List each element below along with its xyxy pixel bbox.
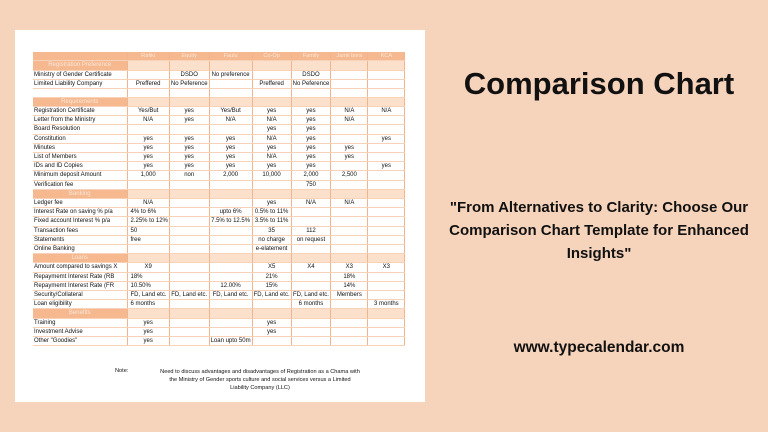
column-header: Co-Op	[252, 52, 291, 61]
table-cell: N/A	[331, 106, 368, 115]
table-cell: yes	[252, 162, 291, 171]
table-cell: yes	[169, 152, 209, 161]
table-cell: X3	[331, 263, 368, 272]
table-cell: 3 months	[368, 300, 405, 309]
table-cell	[331, 180, 368, 189]
table-cell: N/A	[252, 152, 291, 161]
table-row	[33, 244, 405, 253]
table-cell	[169, 226, 209, 235]
table-cell: 2,000	[209, 171, 252, 180]
table-row	[33, 79, 405, 88]
row-label: Registration Certificate	[33, 106, 127, 115]
table-cell: Members	[331, 290, 368, 299]
table-cell	[368, 143, 405, 152]
table-cell: 7.5% to 12.5%	[211, 218, 251, 225]
table-cell: 112	[291, 226, 331, 235]
table-cell	[291, 88, 331, 97]
table-cell: yes	[209, 162, 252, 171]
table-cell	[331, 70, 368, 79]
website-url: www.typecalendar.com	[513, 339, 685, 356]
table-cell: yes	[252, 143, 291, 152]
table-cell: yes	[127, 336, 169, 345]
table-cell: 2.25% to 12%	[127, 217, 169, 226]
table-cell	[291, 309, 331, 318]
row-label: Minutes	[33, 143, 127, 152]
row-label: Ledger fee	[33, 198, 127, 207]
table-cell: Preffered	[127, 79, 169, 88]
table-cell: N/A	[252, 116, 291, 125]
section-header-row	[33, 254, 405, 263]
table-cell	[368, 208, 405, 217]
table-cell: yes	[127, 134, 169, 143]
table-cell	[368, 281, 405, 290]
table-cell: e-elatement	[252, 244, 291, 253]
table-cell	[209, 235, 252, 244]
table-cell: free	[127, 235, 169, 244]
row-label: Ministry of Gender Certificate	[33, 70, 127, 79]
table-cell	[291, 61, 331, 70]
table-cell: yes	[169, 134, 209, 143]
row-label: Banking	[33, 189, 127, 198]
table-cell	[368, 79, 405, 88]
table-cell	[368, 254, 405, 263]
comparison-table	[33, 52, 405, 346]
table-cell	[169, 327, 209, 336]
table-cell	[252, 254, 291, 263]
table-cell	[331, 125, 368, 134]
table-cell: No Peference	[170, 80, 208, 87]
table-cell	[169, 244, 209, 253]
table-row	[33, 125, 405, 134]
table-cell: N/A	[291, 198, 331, 207]
note-text: Need to discuss advantages and disadvantages of Registration as a Chama with the Ministry of Gender sports culture and social services versus a Limited Liability Company (LLC)	[160, 369, 360, 391]
table-cell	[169, 336, 209, 345]
table-cell	[127, 97, 169, 106]
table-cell	[291, 281, 331, 290]
table-cell	[331, 300, 368, 309]
table-cell	[209, 180, 252, 189]
table-cell: 2,500	[331, 171, 368, 180]
table-cell	[209, 79, 252, 88]
table-cell	[169, 189, 209, 198]
table-cell: 21%	[252, 272, 291, 281]
table-cell: yes	[127, 318, 169, 327]
table-cell	[252, 180, 291, 189]
table-cell: yes	[209, 134, 252, 143]
table-cell	[368, 309, 405, 318]
table-row	[33, 263, 405, 272]
table-row	[33, 134, 405, 143]
section-header-row	[33, 97, 405, 106]
table-cell	[169, 217, 209, 226]
table-cell	[368, 244, 405, 253]
table-cell: Yes/But	[127, 106, 169, 115]
table-cell	[209, 309, 252, 318]
table-cell: 4% to 6%	[127, 208, 169, 217]
table-cell: X9	[127, 263, 169, 272]
table-cell	[209, 97, 252, 106]
table-cell: N/A	[209, 116, 252, 125]
table-row	[33, 143, 405, 152]
table-cell	[331, 336, 368, 345]
row-label: Online Banking	[33, 244, 127, 253]
table-cell	[169, 97, 209, 106]
table-cell: 18%	[127, 272, 169, 281]
table-row	[33, 208, 405, 217]
table-cell: X3	[368, 263, 405, 272]
table-cell: yes	[169, 106, 209, 115]
table-cell: yes	[252, 198, 291, 207]
row-label: Constitution	[33, 134, 127, 143]
table-cell: yes	[252, 327, 291, 336]
table-cell	[368, 125, 405, 134]
table-cell	[169, 309, 209, 318]
table-cell	[368, 152, 405, 161]
table-cell: No preference	[209, 70, 252, 79]
table-cell	[209, 125, 252, 134]
table-cell	[368, 235, 405, 244]
row-label: Loan eligibility	[33, 300, 127, 309]
table-cell: FD, Land etc.	[209, 290, 252, 299]
table-cell	[331, 88, 368, 97]
table-row	[33, 180, 405, 189]
table-row	[33, 70, 405, 79]
table-cell	[209, 88, 252, 97]
table-cell	[368, 116, 405, 125]
table-cell	[331, 208, 368, 217]
table-cell	[127, 309, 169, 318]
table-cell	[209, 189, 252, 198]
table-cell	[127, 244, 169, 253]
table-cell: 35	[252, 226, 291, 235]
table-cell: N/A	[127, 198, 169, 207]
table-cell: N/A	[127, 116, 169, 125]
table-cell: yes	[331, 143, 368, 152]
table-cell: 50	[127, 226, 169, 235]
table-cell: 10.50%	[127, 281, 169, 290]
table-row	[33, 290, 405, 299]
table-cell	[368, 290, 405, 299]
table-cell: yes	[291, 125, 331, 134]
table-row	[33, 272, 405, 281]
table-row	[33, 171, 405, 180]
table-cell	[209, 327, 252, 336]
table-cell	[291, 189, 331, 198]
table-cell: FD, Land etc.	[292, 291, 329, 298]
table-cell: 6 months	[127, 300, 169, 309]
table-cell	[252, 300, 291, 309]
row-label: IDs and ID Copies	[33, 162, 127, 171]
table-cell	[291, 318, 331, 327]
row-label: Repaymemt Interest Rate (FR	[33, 281, 127, 290]
table-cell: yes	[127, 152, 169, 161]
row-label: Limited Liability Company	[33, 79, 127, 88]
table-cell	[291, 272, 331, 281]
row-label: Registration Preference	[33, 61, 127, 70]
table-cell	[127, 180, 169, 189]
table-cell	[169, 125, 209, 134]
table-cell	[169, 208, 209, 217]
table-cell: 15%	[252, 281, 291, 290]
column-header: Family	[291, 52, 331, 61]
table-cell: yes	[127, 143, 169, 152]
table-cell: DSDO	[169, 70, 209, 79]
table-cell	[127, 61, 169, 70]
table-cell	[209, 263, 252, 272]
table-cell: non	[169, 171, 209, 180]
table-cell: Yes/But	[209, 106, 252, 115]
table-cell	[291, 217, 331, 226]
table-cell: 1,000	[127, 171, 169, 180]
table-cell: yes	[169, 116, 209, 125]
table-cell	[169, 300, 209, 309]
table-cell	[252, 309, 291, 318]
table-cell	[169, 88, 209, 97]
row-label: Board Resolution	[33, 125, 127, 134]
table-cell	[331, 189, 368, 198]
table-row	[33, 88, 405, 97]
table-cell	[252, 336, 291, 345]
table-row	[33, 336, 405, 345]
table-cell	[331, 327, 368, 336]
table-cell	[368, 88, 405, 97]
column-header: KCA	[368, 52, 405, 61]
table-cell	[252, 70, 291, 79]
row-label: Minimum deposit Amount	[33, 171, 127, 180]
table-cell	[169, 198, 209, 207]
table-row	[33, 116, 405, 125]
table-cell	[252, 189, 291, 198]
row-label: Fixed account Interest % p/a	[33, 217, 127, 226]
column-header: Jamii bora	[331, 52, 368, 61]
table-cell	[368, 171, 405, 180]
table-cell: yes	[252, 106, 291, 115]
table-row	[33, 281, 405, 290]
table-cell: yes	[291, 106, 331, 115]
table-cell	[291, 254, 331, 263]
table-cell	[169, 180, 209, 189]
table-cell	[169, 61, 209, 70]
table-cell	[331, 235, 368, 244]
table-cell: upto 6%	[209, 208, 252, 217]
table-cell	[331, 79, 368, 88]
row-label: Security/Collateral	[33, 290, 127, 299]
row-label: Training	[33, 318, 127, 327]
table-cell: yes	[291, 162, 331, 171]
note-label: Note:	[115, 368, 129, 374]
table-cell: yes	[209, 143, 252, 152]
table-cell	[368, 226, 405, 235]
table-row	[33, 226, 405, 235]
row-label	[33, 88, 127, 97]
table-cell	[169, 263, 209, 272]
row-label: Investment Advise	[33, 327, 127, 336]
table-cell: on request	[291, 235, 331, 244]
table-cell: 10,000	[252, 171, 291, 180]
table-cell: yes	[252, 125, 291, 134]
table-cell	[127, 125, 169, 134]
table-cell	[209, 244, 252, 253]
table-cell	[368, 327, 405, 336]
table-row	[33, 106, 405, 115]
section-header-row	[33, 189, 405, 198]
table-cell	[331, 309, 368, 318]
table-row	[33, 235, 405, 244]
table-cell	[368, 189, 405, 198]
table-cell	[127, 254, 169, 263]
table-cell	[368, 61, 405, 70]
table-cell	[209, 61, 252, 70]
page-title: Comparison Chart	[463, 66, 735, 101]
row-label: Benefits	[33, 309, 127, 318]
table-cell: FD, Land etc.	[171, 291, 208, 298]
row-label: Transaction fees	[33, 226, 127, 235]
table-cell: Loan upto 50m	[210, 337, 251, 344]
table-row	[33, 327, 405, 336]
section-header-row	[33, 61, 405, 70]
table-cell	[169, 235, 209, 244]
table-cell	[169, 281, 209, 290]
table-cell: yes	[291, 152, 331, 161]
row-label: Loans	[33, 254, 127, 263]
table-cell	[331, 134, 368, 143]
table-cell	[331, 244, 368, 253]
table-cell	[331, 318, 368, 327]
table-cell	[368, 97, 405, 106]
table-cell	[368, 198, 405, 207]
table-cell	[209, 226, 252, 235]
table-cell	[209, 318, 252, 327]
table-row	[33, 318, 405, 327]
table-cell	[368, 217, 405, 226]
table-cell: DSDO	[291, 70, 331, 79]
table-cell: FD, Land etc.	[127, 290, 169, 299]
table-cell	[252, 97, 291, 106]
table-cell: yes	[368, 134, 405, 143]
row-label: Requirements	[33, 97, 127, 106]
table-row	[33, 162, 405, 171]
tagline: "From Alternatives to Clarity: Choose Our Comparison Chart Template for Enhanced Insights"	[449, 199, 749, 262]
column-header: Equity	[169, 52, 209, 61]
table-cell	[291, 97, 331, 106]
table-cell: N/A	[331, 116, 368, 125]
table-cell	[252, 88, 291, 97]
table-row	[33, 217, 405, 226]
table-cell: 2,000	[291, 171, 331, 180]
table-cell: yes	[331, 152, 368, 161]
row-label: Repaymemt Interest Rate (RB	[33, 272, 127, 281]
table-cell	[252, 61, 291, 70]
table-cell: yes	[169, 143, 209, 152]
table-cell	[368, 272, 405, 281]
table-row	[33, 300, 405, 309]
table-cell	[331, 226, 368, 235]
table-cell	[331, 61, 368, 70]
table-cell	[291, 244, 331, 253]
table-header-row	[33, 52, 405, 61]
table-cell: 3.5% to 11%	[252, 217, 291, 226]
table-cell	[368, 318, 405, 327]
table-cell	[331, 97, 368, 106]
table-cell	[368, 70, 405, 79]
table-cell: X4	[291, 263, 331, 272]
table-cell: yes	[252, 318, 291, 327]
column-header: Rafiki	[127, 52, 169, 61]
table-cell	[291, 336, 331, 345]
table-cell: yes	[291, 134, 331, 143]
table-cell	[169, 318, 209, 327]
table-cell: yes	[209, 152, 252, 161]
comparison-chart-sheet	[15, 30, 425, 402]
table-cell: yes	[169, 162, 209, 171]
table-cell	[331, 254, 368, 263]
table-cell	[291, 327, 331, 336]
column-header: Faulu	[209, 52, 252, 61]
table-cell: no charge	[252, 235, 291, 244]
table-cell: yes	[368, 162, 405, 171]
row-label: List of Members	[33, 152, 127, 161]
table-cell	[127, 189, 169, 198]
section-header-row	[33, 309, 405, 318]
table-cell	[209, 254, 252, 263]
table-cell: N/A	[331, 198, 368, 207]
table-cell: 12.00%	[209, 281, 252, 290]
table-cell	[169, 272, 209, 281]
table-cell	[209, 300, 252, 309]
table-cell: 14%	[331, 281, 368, 290]
table-cell: 0.5% to 11%	[252, 208, 291, 217]
table-cell: N/A	[252, 134, 291, 143]
row-label: Interest Rate on saving % p/a	[33, 208, 127, 217]
table-row	[33, 198, 405, 207]
table-cell	[368, 336, 405, 345]
table-cell	[169, 254, 209, 263]
row-label: Letter from the Ministry	[33, 116, 127, 125]
table-cell	[331, 162, 368, 171]
table-cell: 6 months	[291, 300, 331, 309]
table-cell: 18%	[331, 272, 368, 281]
table-cell	[291, 208, 331, 217]
row-label: Other "Goodies"	[33, 336, 127, 345]
table-cell: yes	[291, 116, 331, 125]
table-cell	[127, 88, 169, 97]
row-label: Verification fee	[33, 180, 127, 189]
table-cell	[368, 180, 405, 189]
table-cell: X5	[252, 263, 291, 272]
row-label: Statements	[33, 235, 127, 244]
table-cell	[331, 217, 368, 226]
table-cell: No Peference	[292, 80, 330, 87]
table-cell: 750	[291, 180, 331, 189]
column-header	[33, 52, 127, 61]
table-cell: Preffered	[252, 79, 291, 88]
table-cell: yes	[127, 327, 169, 336]
table-cell: FD, Land etc.	[253, 291, 290, 298]
table-cell	[209, 198, 252, 207]
table-cell	[209, 272, 252, 281]
table-cell: N/A	[368, 106, 405, 115]
row-label: Amount compared to savings X	[33, 263, 127, 272]
table-row	[33, 152, 405, 161]
table-cell	[127, 70, 169, 79]
table-cell: yes	[127, 162, 169, 171]
table-cell: yes	[291, 143, 331, 152]
